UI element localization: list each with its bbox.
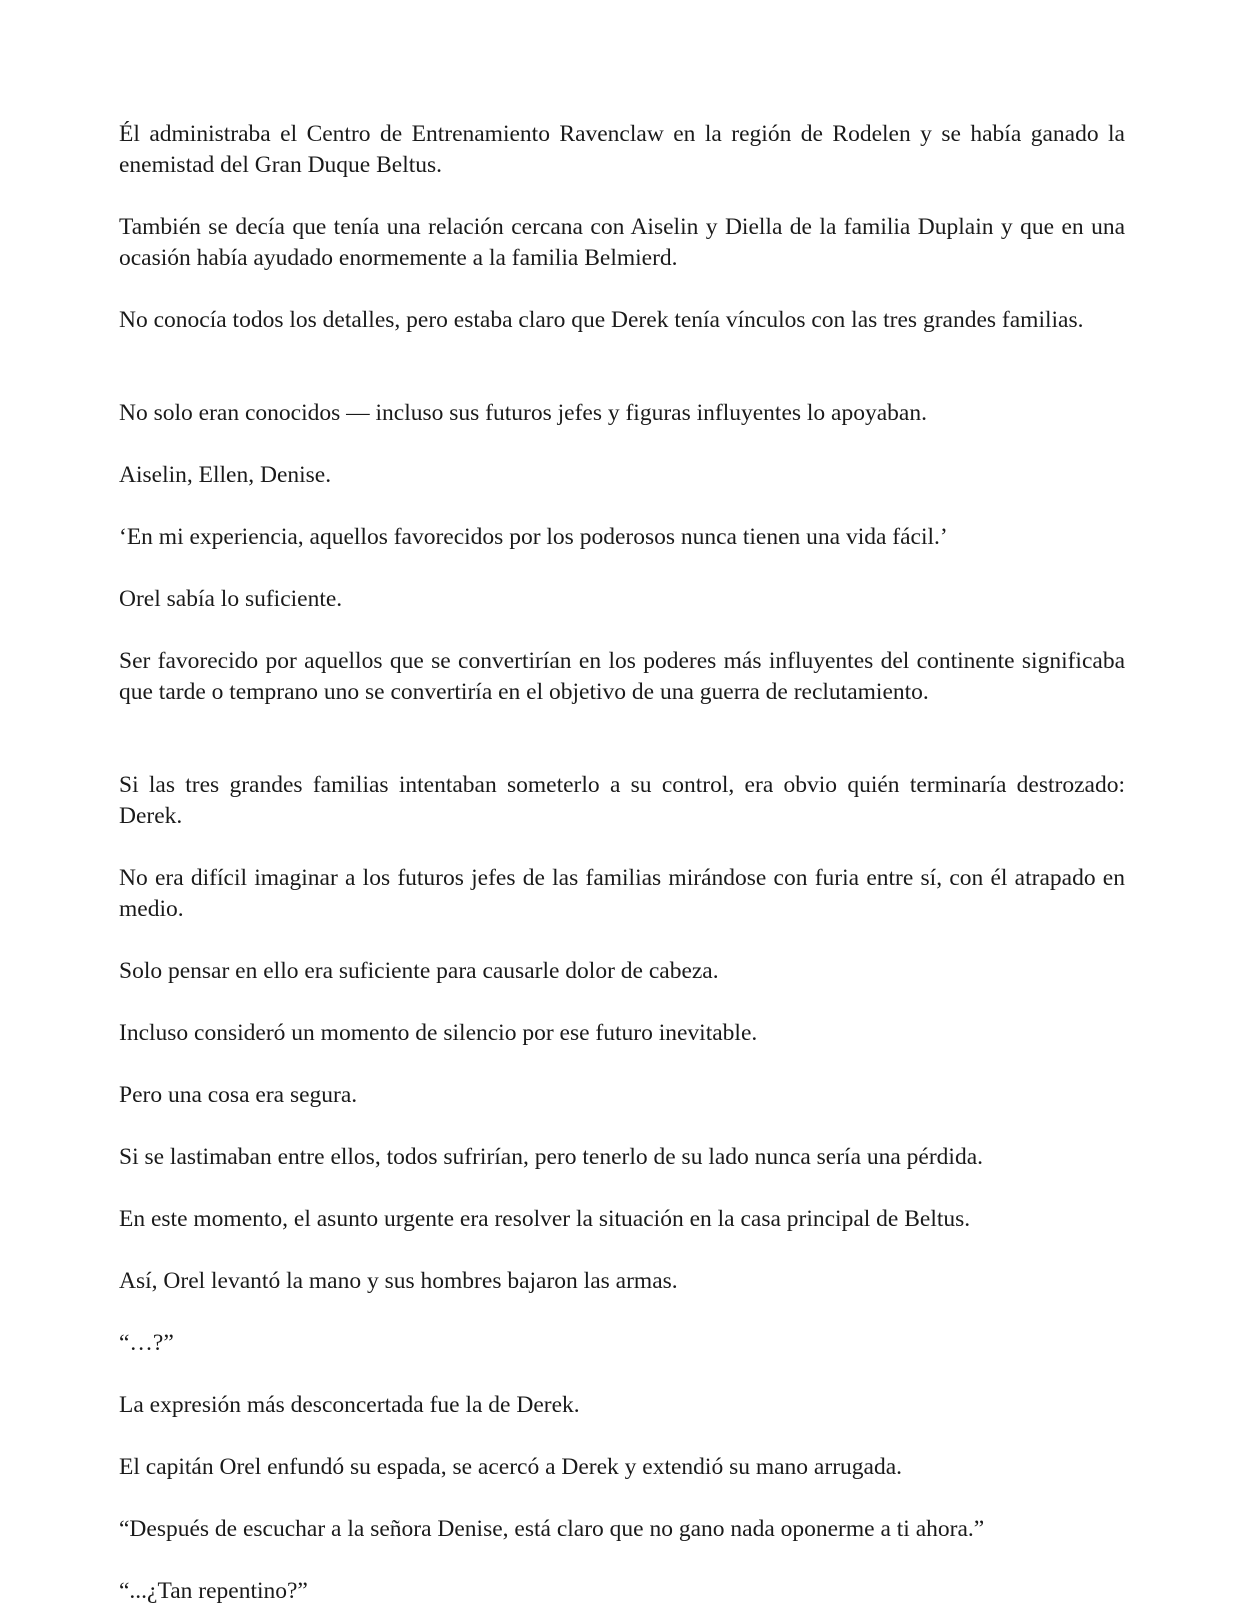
paragraph: Orel sabía lo suficiente. [119,586,343,612]
paragraph: Él administraba el Centro de Entrenamiento Ravenclaw en la región de Rodelen y se había ganado la enemistad del Gran Duque Beltus. [119,121,1125,178]
paragraph: “Después de escuchar a la señora Denise, está claro que no gano nada oponerme a ti ahora.” [119,1516,985,1542]
paragraph: Así, Orel levantó la mano y sus hombres bajaron las armas. [119,1268,678,1294]
paragraph: También se decía que tenía una relación cercana con Aiselin y Diella de la familia Duplain y que en una ocasión había ayudado enormemente a la familia Belmierd. [119,214,1125,271]
paragraph: “…?” [119,1330,174,1356]
paragraph: Si las tres grandes familias intentaban someterlo a su control, era obvio quién terminaría destrozado: Derek. [119,772,1125,829]
paragraph: Si se lastimaban entre ellos, todos sufrirían, pero tenerlo de su lado nunca sería una pérdida. [119,1144,984,1170]
paragraph: No era difícil imaginar a los futuros jefes de las familias mirándose con furia entre sí, con él atrapado en medio. [119,865,1125,922]
paragraph: Aiselin, Ellen, Denise. [119,462,332,488]
paragraph: Pero una cosa era segura. [119,1082,358,1108]
paragraph: No solo eran conocidos — incluso sus futuros jefes y figuras influyentes lo apoyaban. [119,400,927,426]
paragraph: Ser favorecido por aquellos que se convertirían en los poderes más influyentes del continente significaba que tarde o temprano uno se convertiría en el objetivo de una guerra de reclutamiento. [119,648,1125,705]
paragraph: Incluso consideró un momento de silencio por ese futuro inevitable. [119,1020,758,1046]
paragraph: El capitán Orel enfundó su espada, se acercó a Derek y extendió su mano arrugada. [119,1454,903,1480]
paragraph: “...¿Tan repentino?” [119,1578,308,1604]
paragraph: Solo pensar en ello era suficiente para causarle dolor de cabeza. [119,958,719,984]
paragraph: ‘En mi experiencia, aquellos favorecidos por los poderosos nunca tienen una vida fácil.’ [119,524,948,550]
paragraph: La expresión más desconcertada fue la de Derek. [119,1392,580,1418]
paragraph: En este momento, el asunto urgente era resolver la situación en la casa principal de Beltus. [119,1206,971,1232]
paragraph: No conocía todos los detalles, pero estaba claro que Derek tenía vínculos con las tres grandes familias. [119,307,1084,333]
